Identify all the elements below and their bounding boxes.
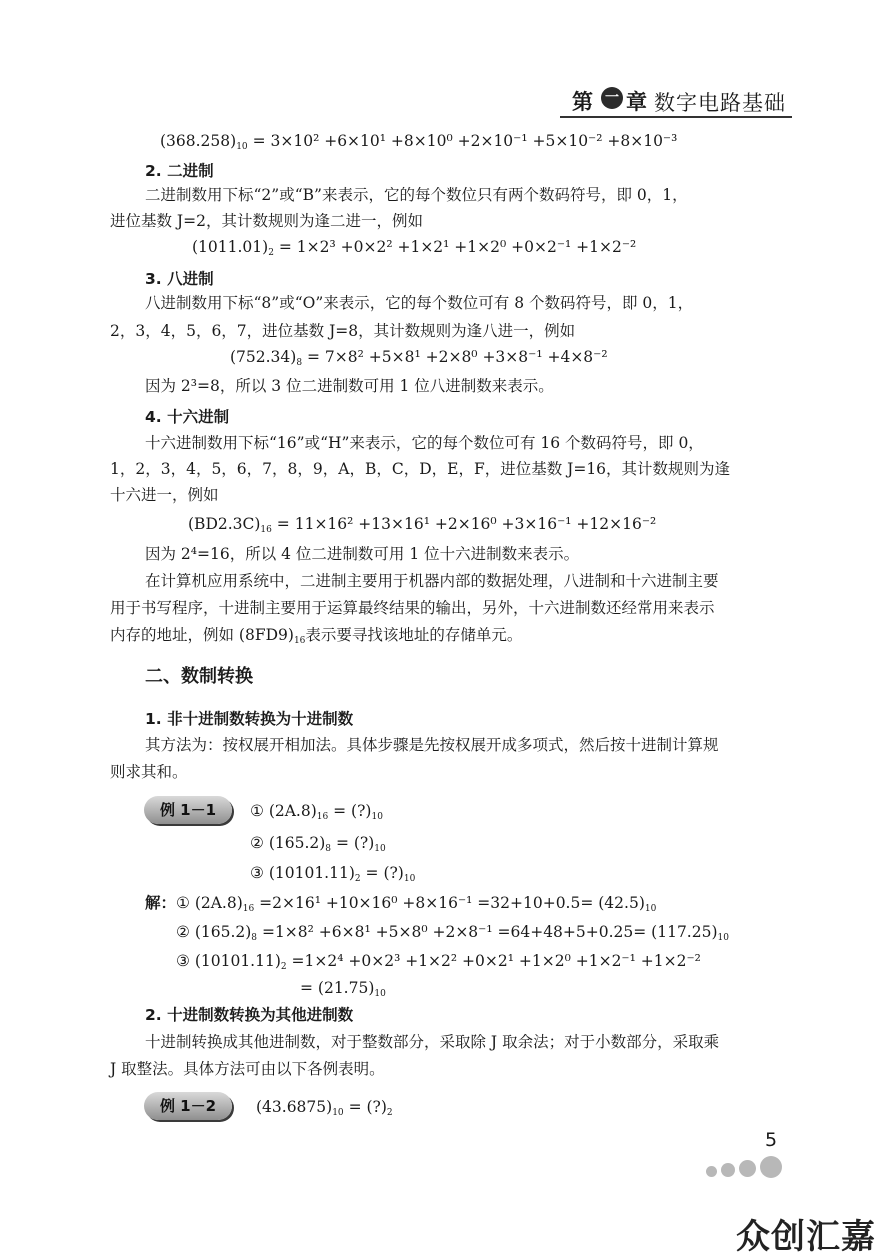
chapter-title: 数字电路基础 (654, 91, 786, 115)
decorative-dot-icon (739, 1160, 756, 1177)
heading-hexadecimal: 4. 十六进制 (145, 408, 230, 426)
paragraph: 其方法为：按权展开相加法。具体步骤是先按权展开成多项式，然后按十进制计算规 (145, 736, 719, 754)
paragraph: 十六进一，例如 (110, 486, 219, 504)
paragraph: 因为 2⁴=16，所以 4 位二进制数可用 1 位十六进制数来表示。 (145, 545, 580, 563)
decorative-dot-icon (760, 1156, 782, 1178)
formula-octal: $(752.34)_8 = 7\times 8^2 +5\times 8^1 +2\times 8^0 +3\times 8^{-1} +4\times 8^{-2}$ (230, 348, 608, 368)
subheading-decimal-to-other: 2. 十进制数转换为其他进制数 (145, 1006, 354, 1024)
chapter-number-badge: 一 (601, 87, 623, 109)
watermark: 众创汇嘉 (736, 1217, 876, 1257)
paragraph: 十六进制数用下标“16”或“H”来表示，它的每个数位可有 16 个数码符号，即 0， (145, 434, 704, 452)
example-badge: 例 1－1 (144, 796, 232, 824)
solution-step: ③ $(10101.11)_2 =1\times 2^4 +0\times 2^3 +1\times 2^2 +0\times 2^1 +1\times 2^0 +1\times 2^{-1} +1\times 2^{-2}$ (176, 952, 701, 972)
solution-label: 解： (145, 894, 177, 912)
paragraph: 二进制数用下标“2”或“B”来表示，它的每个数位只有两个数码符号，即 0，1， (145, 186, 688, 204)
heading-binary: 2. 二进制 (145, 162, 214, 180)
chapter-suffix: 章 (626, 90, 647, 114)
paragraph: 2，3，4，5，6，7，进位基数 J=8，其计数规则为逢八进一，例如 (110, 322, 576, 340)
paragraph: 内存的地址，例如 $(8FD9)_{16}$表示要寻找该地址的存储单元。 (110, 626, 523, 646)
page-number: 5 (765, 1129, 778, 1151)
paragraph: 则求其和。 (110, 763, 188, 781)
formula-decimal: $(368.258)_{10} = 3\times 10^2 +6\times 10^1 +8\times 10^0 +2\times 10^{-1} +5\times 10^{-2} +8\times 10^{-3}$ (160, 132, 678, 152)
solution-result: = $(21.75)_{10}$ (300, 979, 386, 999)
chapter-header (560, 84, 792, 118)
paragraph: J 取整法。具体方法可由以下各例表明。 (110, 1060, 385, 1078)
example-question: ② $(165.2)_8$ = $(?)_{10}$ (250, 834, 386, 854)
solution-step: ② $(165.2)_8 =1\times 8^2 +6\times 8^1 +5\times 8^0 +2\times 8^{-1} =64+48+5+0.25= (117.25)_{10}$ (176, 923, 729, 943)
chapter-prefix: 第 (572, 90, 593, 114)
heading-octal: 3. 八进制 (145, 270, 214, 288)
formula-binary: $(1011.01)_2 = 1\times 2^3 +0\times 2^2 +1\times 2^1 +1\times 2^0 +0\times 2^{-1} +1\times 2^{-2}$ (192, 238, 637, 258)
paragraph: 十进制转换成其他进制数，对于整数部分，采取除 J 取余法；对于小数部分，采取乘 (145, 1033, 720, 1051)
section-heading-conversion: 二、数制转换 (145, 666, 253, 687)
example-question: ③ $(10101.11)_2$ = $(?)_{10}$ (250, 864, 416, 884)
example-question: ① $(2A.8)_{16}$ = $(?)_{10}$ (250, 802, 383, 822)
subheading-nondecimal-to-decimal: 1. 非十进制数转换为十进制数 (145, 710, 354, 728)
paragraph: 在计算机应用系统中，二进制主要用于机器内部的数据处理，八进制和十六进制主要 (145, 572, 719, 590)
paragraph: 因为 2³=8，所以 3 位二进制数可用 1 位八进制数来表示。 (145, 377, 554, 395)
solution-step: ① $(2A.8)_{16} =2\times 16^1 +10\times 16^0 +8\times 16^{-1} =32+10+0.5= (42.5)_{10}$ (176, 894, 657, 914)
example-badge: 例 1－2 (144, 1092, 232, 1120)
paragraph: 进位基数 J=2，其计数规则为逢二进一，例如 (110, 212, 423, 230)
decorative-dot-icon (706, 1166, 717, 1177)
paragraph: 用于书写程序，十进制主要用于运算最终结果的输出，另外，十六进制数还经常用来表示 (110, 599, 715, 617)
paragraph: 八进制数用下标“8”或“O”来表示，它的每个数位可有 8 个数码符号，即 0，1， (145, 294, 694, 312)
paragraph: 1，2，3，4，5，6，7，8，9，A，B，C，D，E，F，进位基数 J=16，其计数规则为逢 (110, 460, 731, 478)
example-question: $(43.6875)_{10}$ = $(?)_2$ (256, 1098, 393, 1118)
decorative-dot-icon (721, 1163, 735, 1177)
formula-hexadecimal: $(BD2.3C)_{16} = 11\times 16^2 +13\times 16^1 +2\times 16^0 +3\times 16^{-1} +12\times 16^{-2}$ (188, 515, 657, 535)
